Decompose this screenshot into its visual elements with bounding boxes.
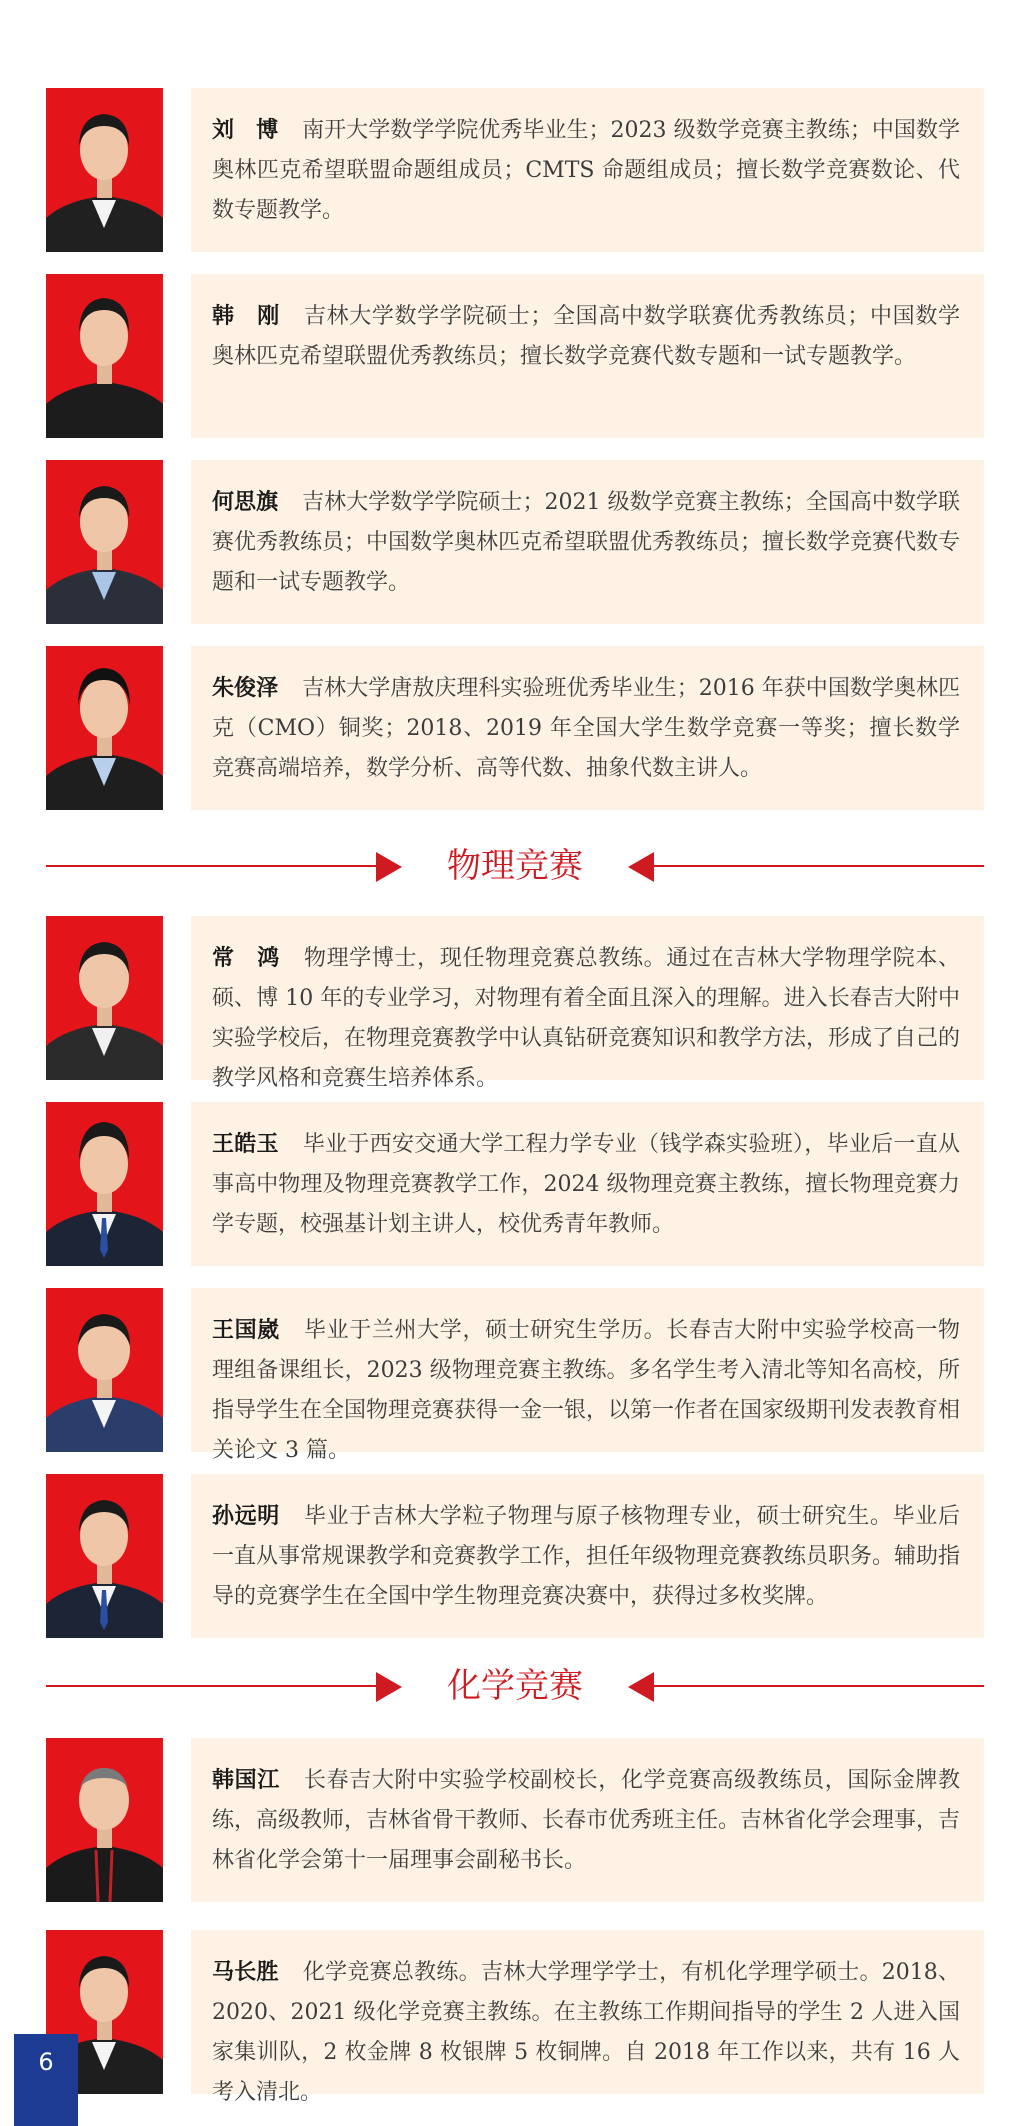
teacher-bio: 长春吉大附中实验学校副校长，化学竞赛高级教练员，国际金牌教练，高级教师，吉林省骨干教师、长春市优秀班主任。吉林省化学会理事，吉林省化学会第十一届理事会副秘书长。 [212,1768,961,1873]
teacher-photo [46,274,163,438]
teacher-name: 马长胜 [212,1959,279,1985]
teacher-card [46,460,984,624]
teacher-name: 朱俊泽 [212,675,279,701]
teacher-bio-box [191,88,984,252]
teacher-photo [46,88,163,252]
teacher-bio: 吉林大学数学学院硕士；2021 级数学竞赛主教练；全国高中数学联赛优秀教练员；中国数学奥林匹克希望联盟优秀教练员；擅长数学竞赛代数专题和一试专题教学。 [212,490,961,595]
teacher-card [46,916,984,1091]
teacher-name: 韩 刚 [212,303,280,329]
teacher-bio: 物理学博士，现任物理竞赛总教练。通过在吉林大学物理学院本、硕、博 10 年的专业学习，对物理有着全面且深入的理解。进入长春吉大附中实验学校后，在物理竞赛教学中认真钻研竞赛知识和教学方法，形成了自己的教学风格和竞赛生培养体系。 [212,946,961,1091]
teacher-name: 孙远明 [212,1503,280,1529]
section-title: 化学竞赛 [447,1666,583,1706]
teacher-card [46,88,984,252]
teacher-card [46,1102,984,1266]
teacher-bio: 南开大学数学学院优秀毕业生；2023 级数学竞赛主教练；中国数学奥林匹克希望联盟命题组成员；CMTS 命题组成员；擅长数学竞赛数论、代数专题教学。 [212,118,960,223]
teacher-photo [46,916,163,1080]
teacher-name: 韩国江 [212,1767,280,1793]
teacher-photo [46,1102,163,1266]
arrow-left-icon [628,852,654,882]
teacher-bio-box [191,1930,984,2105]
teacher-card [46,1930,984,2105]
teacher-card [46,1474,984,1638]
section-title: 物理竞赛 [447,846,583,886]
teacher-bio-box [191,646,984,810]
teacher-card [46,274,984,438]
arrow-left-icon [628,1672,654,1702]
teacher-bio-box [191,916,984,1091]
teacher-bio-box [191,1288,984,1463]
teacher-photo [46,1288,163,1452]
teacher-name: 刘 博 [212,117,279,143]
teacher-card [46,1738,984,1902]
section-header-chemistry [46,1656,984,1716]
teacher-card [46,646,984,810]
teacher-photo [46,1738,163,1902]
teacher-bio: 吉林大学唐敖庆理科实验班优秀毕业生；2016 年获中国数学奥林匹克（CMO）铜奖；2018、2019 年全国大学生数学竞赛一等奖；擅长数学竞赛高端培养，数学分析、高等代数、抽象代数主讲人。 [212,676,960,781]
teacher-bio: 毕业于西安交通大学工程力学专业（钱学森实验班），毕业后一直从事高中物理及物理竞赛教学工作，2024 级物理竞赛主教练，擅长物理竞赛力学专题，校强基计划主讲人，校优秀青年教师。 [212,1132,960,1237]
teacher-name: 王国崴 [212,1317,280,1343]
teacher-photo [46,646,163,810]
teacher-bio: 毕业于吉林大学粒子物理与原子核物理专业，硕士研究生。毕业后一直从事常规课教学和竞赛教学工作，担任年级物理竞赛教练员职务。辅助指导的竞赛学生在全国中学生物理竞赛决赛中，获得过多枚奖牌。 [212,1504,961,1609]
teacher-bio: 化学竞赛总教练。吉林大学理学学士，有机化学理学硕士。2018、2020、2021 级化学竞赛主教练。在主教练工作期间指导的学生 2 人进入国家集训队，2 枚金牌 8 枚银牌 5 枚铜牌。自 2018 年工作以来，共有 16 人考入清北。 [212,1960,960,2105]
divider-line [654,1685,984,1687]
page-number: 6 [38,2048,54,2076]
teacher-bio-box [191,1474,984,1638]
teacher-bio-box [191,1102,984,1266]
divider-line [654,865,984,867]
teacher-bio: 毕业于兰州大学，硕士研究生学历。长春吉大附中实验学校高一物理组备课组长，2023 级物理竞赛主教练。多名学生考入清北等知名高校，所指导学生在全国物理竞赛获得一金一银，以第一作者在国家级期刊发表教育相关论文 3 篇。 [212,1318,961,1463]
teacher-photo [46,460,163,624]
teacher-name: 常 鸿 [212,945,280,971]
section-header-physics [46,836,984,896]
teacher-bio-box [191,460,984,624]
teacher-bio-box [191,274,984,438]
teacher-name: 何思旗 [212,489,279,515]
teacher-bio-box [191,1738,984,1902]
teacher-photo [46,1474,163,1638]
teacher-bio: 吉林大学数学学院硕士；全国高中数学联赛优秀教练员；中国数学奥林匹克希望联盟优秀教练员；擅长数学竞赛代数专题和一试专题教学。 [212,304,960,369]
teacher-name: 王皓玉 [212,1131,279,1157]
teacher-card [46,1288,984,1463]
page-number-box [14,2034,78,2126]
